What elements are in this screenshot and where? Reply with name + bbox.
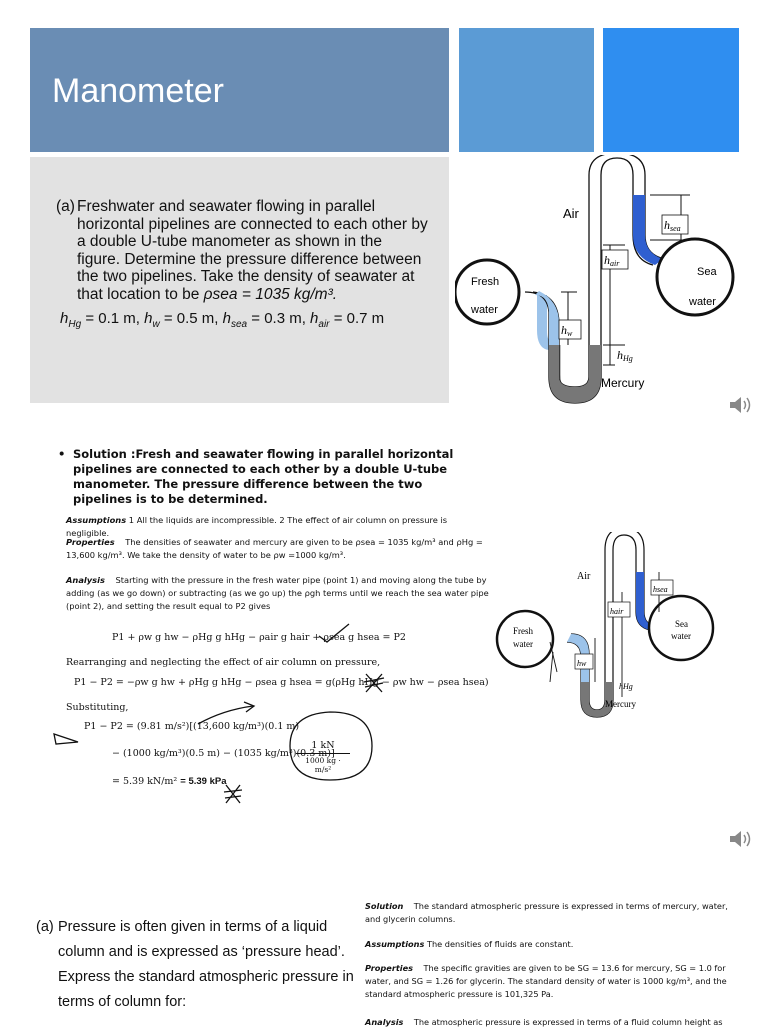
fig1-fresh-label: Fresh (471, 276, 500, 288)
properties-text: The densities of seawater and mercury are given to be ρsea = 1035 kg/m³ and ρHg = 13,600 kg/m³. We take the density of water to be ρw =1000 kg/m³. (66, 537, 483, 560)
analysis2-text: The atmospheric pressure is expressed in terms of a fluid column height as (413, 1017, 723, 1027)
result-kpa: = 5.39 kPa (180, 776, 227, 787)
problem-statement (56, 198, 428, 303)
fraction (296, 740, 350, 774)
equation-2: P1 − P2 = −ρw g hw + ρHg g hHg − ρsea g hsea = g(ρHg hHg − ρw hw − ρsea hsea) (74, 677, 489, 688)
fig1-hw-sub: w (567, 329, 573, 338)
equation-1: P1 + ρw g hw − ρHg g hHg − ρair g hair + ρsea g hsea = P2 (112, 632, 406, 643)
pressure-head-question (36, 915, 356, 1015)
fig1-sea-label: Sea (697, 266, 717, 278)
problem-text: Freshwater and seawater flowing in parallel horizontal pipelines are connected to each other by a double U-tube manometer as shown in the figure. Determine the pressure difference between the two pipelines. Take the density of seawater at that location to be (77, 198, 428, 303)
equation-3a: P1 − P2 = (9.81 m/s²)[(13,600 kg/m³)(0.1 m) (84, 721, 300, 732)
solution-intro (58, 447, 478, 507)
speaker-icon-2[interactable] (728, 827, 754, 851)
solution2-label: Solution (365, 901, 404, 911)
fig1-hair-label: h (604, 253, 610, 267)
fig1-hair-sub: air (610, 259, 620, 268)
analysis-label: Analysis (66, 575, 105, 585)
fig1-hsea-label: h (664, 218, 670, 232)
fig2-fresh-label: Fresh (513, 626, 533, 636)
fig2-water-left-label: water (513, 639, 533, 649)
fig2-air-label: Air (577, 571, 591, 582)
bullet: • (58, 447, 66, 461)
given-hw: = 0.5 m, (163, 310, 223, 327)
equation-3b: − (1000 kg/m³)(0.5 m) − (1035 kg/m³)(0.3 m)] (112, 748, 335, 759)
manometer-figure-2 (495, 532, 740, 722)
page-title: Manometer (52, 72, 224, 110)
properties2-paragraph (365, 962, 745, 1001)
properties2-label: Properties (365, 963, 414, 973)
properties2-text: The specific gravities are given to be SG = 13.6 for mercury, SG = 1.0 for water, and SG = 1.26 for glycerin. The standard density of water is 1000 kg/m³, and the standard atmospheric pressure is 101,325 Pa. (365, 963, 727, 999)
crossed-mark-icon-2 (222, 782, 244, 806)
fraction-denominator: 1000 kg · m/s² (305, 756, 341, 774)
properties-label: Properties (66, 537, 115, 547)
density-text: ρsea = 1035 kg/m³. (203, 285, 338, 303)
given-hair: = 0.7 m (333, 310, 385, 327)
solution2-paragraph (365, 900, 745, 926)
fig2-mercury-label: Mercury (605, 699, 636, 709)
result-knm2: = 5.39 kN/m² (112, 776, 181, 787)
assumptions2-label: Assumptions (365, 939, 425, 949)
equation-4 (112, 776, 227, 787)
fig1-water-right-label: water (689, 296, 716, 308)
given-hsea: = 0.3 m, (251, 310, 311, 327)
fig1-hhg-sub: Hg (623, 354, 633, 363)
rearranging-text: Rearranging and neglecting the effect of air column on pressure, (66, 657, 381, 668)
analysis-text: Starting with the pressure in the fresh water pipe (point 1) and moving along the tube by adding (as we go down) or subtracting (as we go up) the ρgh terms until we reach the sea water pipe (point 2), and setting the result equal to P2 gives (66, 575, 489, 611)
checkmark-icon (316, 622, 352, 646)
solution-intro-text: Solution :Fresh and seawater flowing in parallel horizontal pipelines are connected to each other by a double U-tube manometer. The pressure difference between the two pipelines is to be determined. (73, 447, 454, 506)
crossed-mark-icon (362, 670, 386, 696)
assumptions-text: 1 All the liquids are incompressible. 2 The effect of air column on pressure is negligible. (66, 515, 448, 538)
fig2-hw-label: hw (577, 659, 587, 668)
substituting-text: Substituting, (66, 702, 129, 713)
fraction-numerator: 1 kN (296, 740, 350, 754)
question-text: Pressure is often given in terms of a liquid column and is expressed as ‘pressure head’. Express the standard atmospheric pressure in terms of column for: (58, 919, 354, 1010)
header-accent-block-2 (603, 28, 739, 152)
assumptions-label: Assumptions (66, 515, 127, 525)
fig2-hhg-label: hHg (619, 682, 633, 691)
givens-line: $h_{Hg} = 0.1$ m, $h_w = 0.5$ m, $h_{sea} = 0.3$ m, $h_{air} = 0.7$ m (60, 310, 385, 330)
assumptions2-line (365, 938, 745, 951)
header-accent-block (459, 28, 594, 152)
analysis2-label: Analysis (365, 1017, 404, 1027)
given-hhg: = 0.1 m, (85, 310, 145, 327)
svg-text:hHg (617, 348, 633, 363)
analysis2-paragraph (365, 1016, 745, 1029)
fig2-sea-label: Sea (675, 619, 688, 629)
fig2-hsea-label: hsea (653, 585, 668, 594)
properties-paragraph (66, 536, 491, 562)
manometer-figure-1 (455, 155, 760, 405)
solution2-text: The standard atmospheric pressure is expressed in terms of mercury, water, and glycerin columns. (365, 901, 728, 924)
analysis-paragraph (66, 574, 491, 613)
question-label: (a) (36, 919, 54, 935)
speaker-icon[interactable] (728, 393, 754, 417)
assumptions2-text: The densities of fluids are constant. (424, 939, 574, 949)
fig2-water-right-label: water (671, 631, 691, 641)
fig1-hhg-label: h (617, 348, 623, 362)
problem-label: (a) (56, 198, 75, 215)
fig1-hsea-sub: sea (670, 224, 681, 233)
fig1-water-left-label: water (471, 304, 498, 316)
fig1-air-label: Air (563, 206, 579, 221)
fig1-mercury-label: Mercury (601, 376, 645, 390)
fig1-hw-label: h (561, 323, 567, 337)
fig2-hair-label: hair (610, 607, 624, 616)
